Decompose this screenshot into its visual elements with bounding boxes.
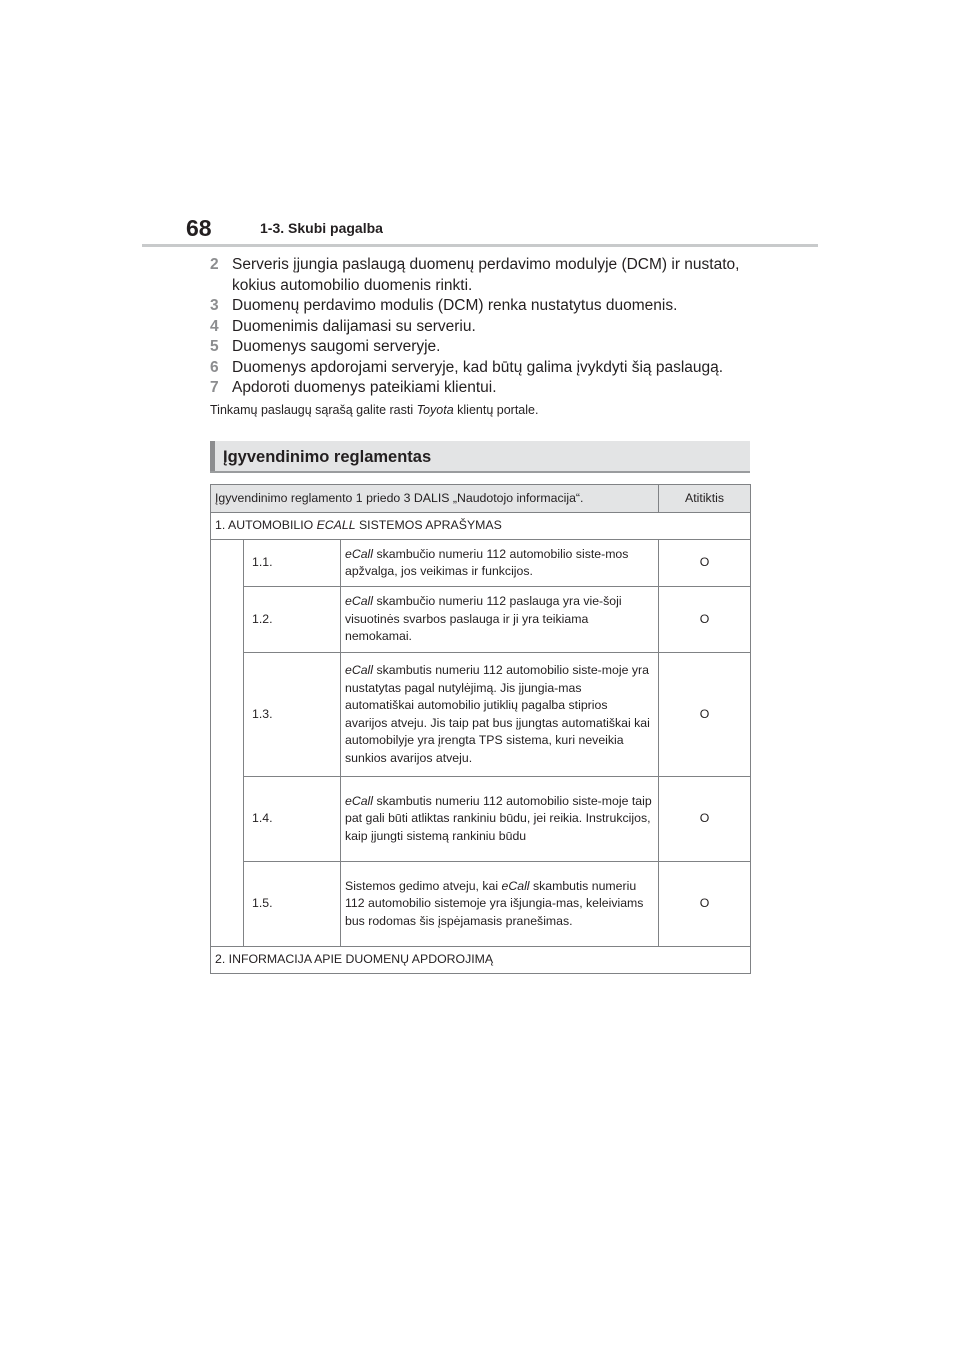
row-text-body: Sistemos gedimo atveju, kai <box>345 878 502 893</box>
ecall-term: eCall <box>345 546 374 561</box>
step-number: 4 <box>210 317 219 335</box>
row-number: 1.5. <box>244 862 341 947</box>
step-number: 3 <box>210 297 219 314</box>
table-row <box>211 862 751 947</box>
compliance-mark: O <box>659 862 751 947</box>
compliance-mark: O <box>659 777 751 862</box>
note-text: klientų portale. <box>453 403 539 417</box>
page-header <box>0 214 960 246</box>
step-text: Duomenimis dalijamasi su serveriu. <box>232 317 476 335</box>
table-section-row <box>211 513 751 540</box>
row-text <box>341 540 659 587</box>
step-text: Duomenys apdorojami serveryje, kad būtų galima įvykdyti šią paslaugą. <box>232 358 724 376</box>
table-header-row <box>211 485 751 513</box>
page-number: 68 <box>186 215 212 241</box>
row-text-body: skambutis numeriu 112 automobilio siste-moje taip pat gali būti atliktas rankiniu būdu, jei reikia. Instrukcijos, kaip įjungti sistemą rankiniu būdu <box>345 793 652 843</box>
section-title: 1-3. Skubi pagalba <box>260 220 383 236</box>
portal-note <box>210 402 770 418</box>
row-text-body: skambučio numeriu 112 automobilio siste-mos apžvalga, jos veikimas ir funkcijos. <box>345 546 629 578</box>
step-text: Serveris įjungia paslaugą duomenų perdavimo modulyje (DCM) ir nustato, kokius automobilio duomenis rinkti. <box>232 256 740 294</box>
compliance-mark: O <box>659 653 751 777</box>
table-row <box>211 777 751 862</box>
row-text <box>341 862 659 947</box>
row-number: 1.4. <box>244 777 341 862</box>
list-item <box>210 358 770 379</box>
steps-list <box>210 255 770 399</box>
list-item <box>210 317 770 338</box>
list-item <box>210 296 770 317</box>
subheading-accent-bar <box>210 441 215 471</box>
list-item <box>210 378 770 399</box>
compliance-mark: O <box>659 540 751 587</box>
row-text <box>341 653 659 777</box>
table-header-cell: Įgyvendinimo reglamento 1 priedo 3 DALIS „Naudotojo informacija“. <box>211 485 659 513</box>
section-italic: ECALL <box>316 518 356 533</box>
indent-cell <box>211 540 244 947</box>
step-number: 2 <box>210 256 219 273</box>
subheading-box <box>210 441 750 473</box>
note-text: Tinkamų paslaugų sąrašą galite rasti <box>210 403 417 417</box>
row-text <box>341 587 659 653</box>
section-text: 1. AUTOMOBILIO <box>215 518 317 533</box>
brand-name: Toyota <box>416 403 454 417</box>
ecall-term: eCall <box>345 663 374 677</box>
table-row <box>211 653 751 777</box>
ecall-term: eCall <box>345 793 374 808</box>
list-item <box>210 255 770 296</box>
step-text: Apdoroti duomenys pateikiami klientui. <box>232 379 497 396</box>
table-section-row <box>211 947 751 974</box>
table-row <box>211 540 751 587</box>
row-number: 1.1. <box>244 540 341 587</box>
row-number: 1.2. <box>244 587 341 653</box>
ecall-term: eCall <box>501 878 530 893</box>
subheading: Įgyvendinimo reglamentas <box>223 448 432 466</box>
step-text: Duomenys saugomi serveryje. <box>232 338 441 355</box>
row-text-body: skambutis numeriu 112 automobilio sistemoje yra išjungia-mas, keleiviams bus rodomas šis įspėjamasis pranešimas. <box>345 878 644 928</box>
step-text: Duomenų perdavimo modulis (DCM) renka nustatytus duomenis. <box>232 297 678 314</box>
step-number: 5 <box>210 338 219 355</box>
row-number: 1.3. <box>244 653 341 777</box>
section-text: SISTEMOS APRAŠYMAS <box>355 518 502 533</box>
table-header-cell: Atitiktis <box>659 485 751 513</box>
section-cell <box>211 513 751 540</box>
step-number: 6 <box>210 358 219 376</box>
regulation-table <box>210 484 751 974</box>
step-number: 7 <box>210 379 219 396</box>
table-row <box>211 587 751 653</box>
list-item <box>210 337 770 358</box>
row-text-body: skambutis numeriu 112 automobilio siste-moje yra nustatytas pagal nutylėjimą. Jis įjungia-mas automatiškai automobilio jutiklių pagalba stiprios avarijos atveju. Jis taip pat bus įjungtas automatiškai kai automobilyje yra įrengta TPS sistema, kuri neveikia sunkios avarijos atveju. <box>345 663 650 765</box>
header-divider <box>142 244 818 247</box>
row-text <box>341 777 659 862</box>
row-text-body: skambučio numeriu 112 paslauga yra vie-šoji visuotinės svarbos paslauga ir ji yra teikiama nemokamai. <box>345 594 622 644</box>
ecall-term: eCall <box>345 594 374 609</box>
section-cell: 2. INFORMACIJA APIE DUOMENŲ APDOROJIMĄ <box>211 947 751 974</box>
compliance-mark: O <box>659 587 751 653</box>
